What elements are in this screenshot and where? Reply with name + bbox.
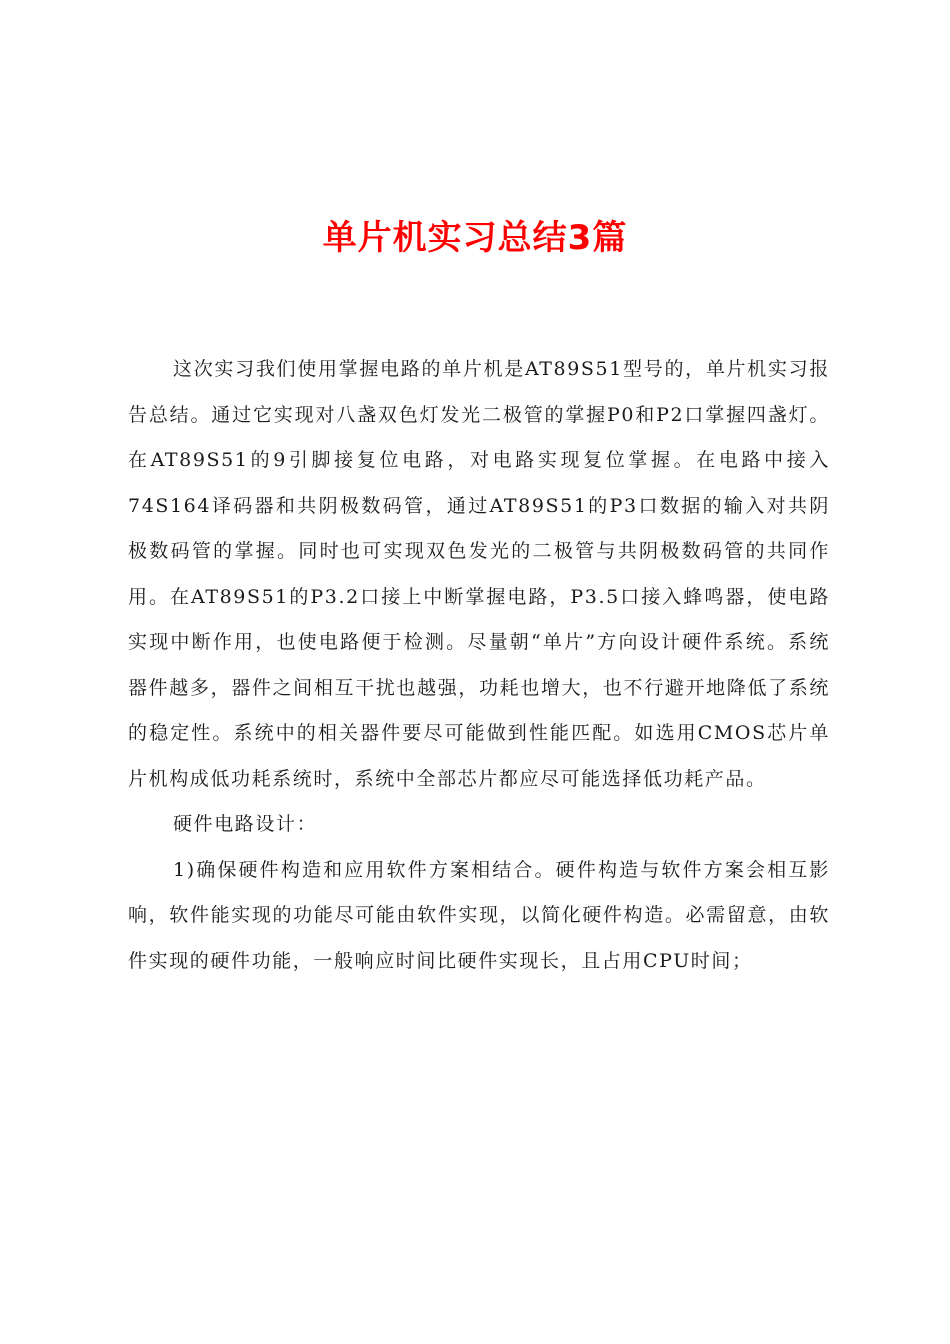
document-body — [128, 347, 830, 984]
document-title: 单片机实习总结3篇 — [322, 218, 628, 258]
paragraph-intro: 这次实习我们使用掌握电路的单片机是AT89S51型号的，单片机实习报告总结。通过它实现对八盏双色灯发光二极管的掌握P0和P2口掌握四盏灯。在AT89S51的9引脚接复位电路，对电路实现复位掌握。在电路中接入74S164译码器和共阴极数码管，通过AT89S51的P3口数据的输入对共阴极数码管的掌握。同时也可实现双色发光的二极管与共阴极数码管的共同作用。在AT89S51的P3.2口接上中断掌握电路，P3.5口接入蜂鸣器，使电路实现中断作用，也使电路便于检测。尽量朝“单片”方向设计硬件系统。系统器件越多，器件之间相互干扰也越强，功耗也增大，也不行避开地降低了系统的稳定性。系统中的相关器件要尽可能做到性能匹配。如选用CMOS芯片单片机构成低功耗系统时，系统中全部芯片都应尽可能选择低功耗产品。 — [128, 358, 830, 790]
paragraph-hardware-item-1: 1)确保硬件构造和应用软件方案相结合。硬件构造与软件方案会相互影响，软件能实现的功能尽可能由软件实现，以简化硬件构造。必需留意，由软件实现的硬件功能，一般响应时间比硬件实现长，且占用CPU时间； — [128, 858, 830, 972]
paragraph-hardware-heading: 硬件电路设计： — [173, 813, 318, 835]
